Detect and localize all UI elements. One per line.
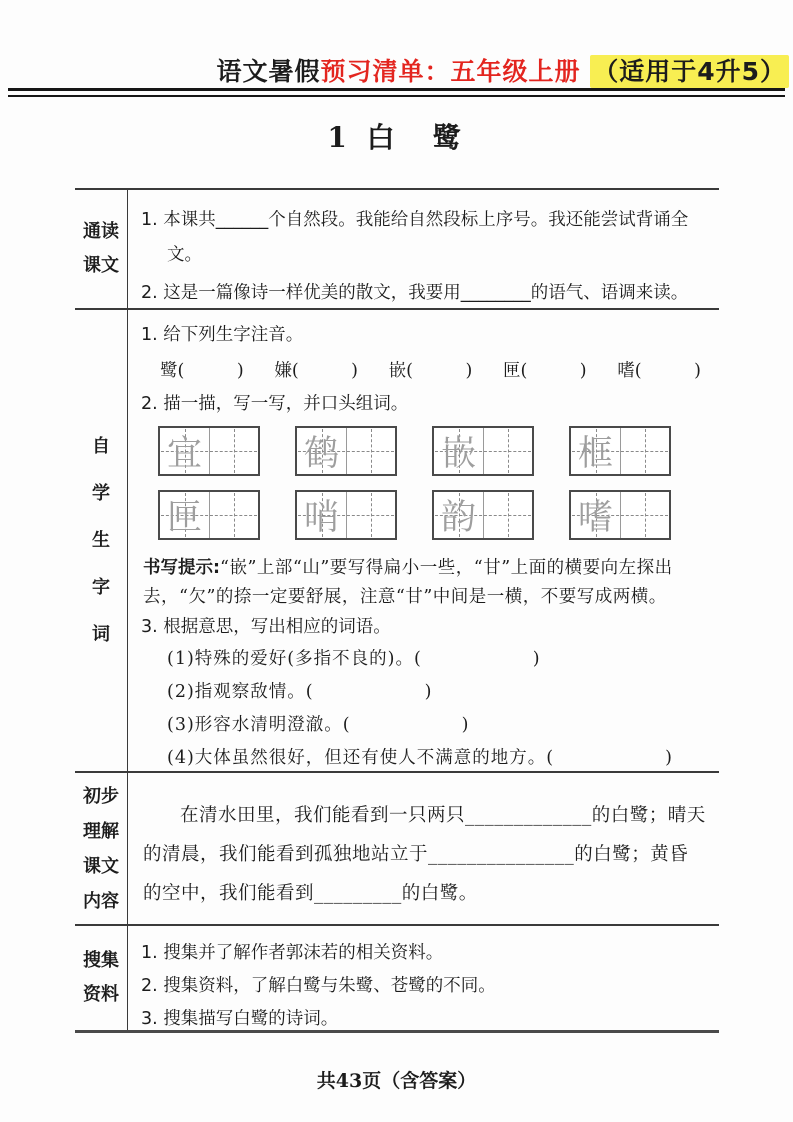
char-trace-box <box>432 426 534 476</box>
header-black-text: 语文暑假 <box>216 57 321 86</box>
definition-item: (1)特殊的爱好(多指不良的)。( ) <box>167 649 541 669</box>
row-label-comprehension: 初步 理解 课文 内容 <box>75 773 128 924</box>
page-header <box>0 52 789 88</box>
trace-character: 宜 <box>166 434 202 474</box>
char-trace-box <box>569 426 671 476</box>
header-red-text: 预习清单：五年级上册 <box>320 57 581 86</box>
char-trace-box <box>295 490 397 540</box>
task-item: 1. 本课共______个自然段。我能给自然段标上序号。我还能尝试背诵全文。 <box>141 210 689 265</box>
pinyin-blank: 匣( ) <box>502 361 587 381</box>
definition-item: (3)形容水清明澄澈。( ) <box>167 715 470 735</box>
trace-character: 匣 <box>166 498 202 538</box>
header-divider <box>8 88 785 97</box>
writing-tip <box>143 554 709 612</box>
row-content-read-through <box>128 190 719 308</box>
char-trace-box <box>158 490 260 540</box>
trace-character: 韵 <box>440 498 476 538</box>
definition-item: (4)大体虽然很好，但还有使人不满意的地方。( ) <box>167 748 673 768</box>
pinyin-blank: 嫌( ) <box>274 361 358 381</box>
char-trace-box <box>432 490 534 540</box>
task-item: 3. 根据意思，写出相应的词语。 <box>141 617 391 637</box>
pinyin-blank: 嵌( ) <box>388 361 473 381</box>
lesson-title: 1 白 鹭 <box>327 121 466 154</box>
table-row-comprehension <box>75 773 719 926</box>
row-content-collect-materials <box>128 926 719 1030</box>
pinyin-blank: 鹭( ) <box>160 361 244 381</box>
character-trace-grid <box>158 426 711 540</box>
worksheet-table <box>75 188 719 1033</box>
header-highlight-text: （适用于4升5） <box>590 55 789 88</box>
trace-character: 框 <box>577 434 613 474</box>
row-label-collect-materials: 搜集 资料 <box>75 926 128 1030</box>
task-item: 1. 搜集并了解作者郭沫若的相关资料。 <box>141 943 444 963</box>
row-label-self-study-words: 自 学 生 字 词 <box>75 310 128 771</box>
char-trace-box <box>569 490 671 540</box>
page-footer: 共43页（含答案） <box>316 1070 477 1092</box>
writing-tip-label: 书写提示: <box>143 558 220 578</box>
trace-box-row <box>158 426 711 476</box>
pinyin-blank: 嗜( ) <box>617 361 701 381</box>
row-content-self-study-words <box>128 310 719 771</box>
trace-character: 鹤 <box>303 434 339 474</box>
table-row-self-study-words <box>75 310 719 773</box>
task-item: 1. 给下列生字注音。 <box>141 325 304 345</box>
pinyin-blank-row <box>160 358 701 384</box>
char-trace-box <box>295 426 397 476</box>
row-label-read-through: 通读 课文 <box>75 190 128 308</box>
task-item: 3. 搜集描写白鹭的诗词。 <box>141 1009 339 1029</box>
fill-in-paragraph: 在清水田里，我们能看到一只两只_____________的白鹭；晴天的清晨，我们能看到孤独地站立于_______________的白鹭；黄昏的空中，我们能看到_________的白鹭。 <box>143 805 706 904</box>
task-item: 2. 搜集资料，了解白鹭与朱鹭、苍鹭的不同。 <box>141 976 496 996</box>
writing-tip-text: “嵌”上部“山”要写得扁小一些，“甘”上面的横要向左探出去，“欠”的捺一定要舒展，注意“甘”中间是一横，不要写成两横。 <box>143 558 673 607</box>
table-row-collect-materials <box>75 926 719 1030</box>
row-content-comprehension <box>128 773 719 924</box>
char-trace-box <box>158 426 260 476</box>
task-item: 2. 描一描，写一写，并口头组词。 <box>141 394 409 414</box>
trace-character: 嵌 <box>440 434 476 474</box>
task-item: 2. 这是一篇像诗一样优美的散文，我要用________的语气、语调来读。 <box>141 283 689 303</box>
definition-item: (2)指观察敌情。( ) <box>167 682 433 702</box>
trace-character: 哨 <box>303 498 339 538</box>
table-row-read-through <box>75 190 719 310</box>
trace-box-row <box>158 490 711 540</box>
trace-character: 嗜 <box>577 498 613 538</box>
